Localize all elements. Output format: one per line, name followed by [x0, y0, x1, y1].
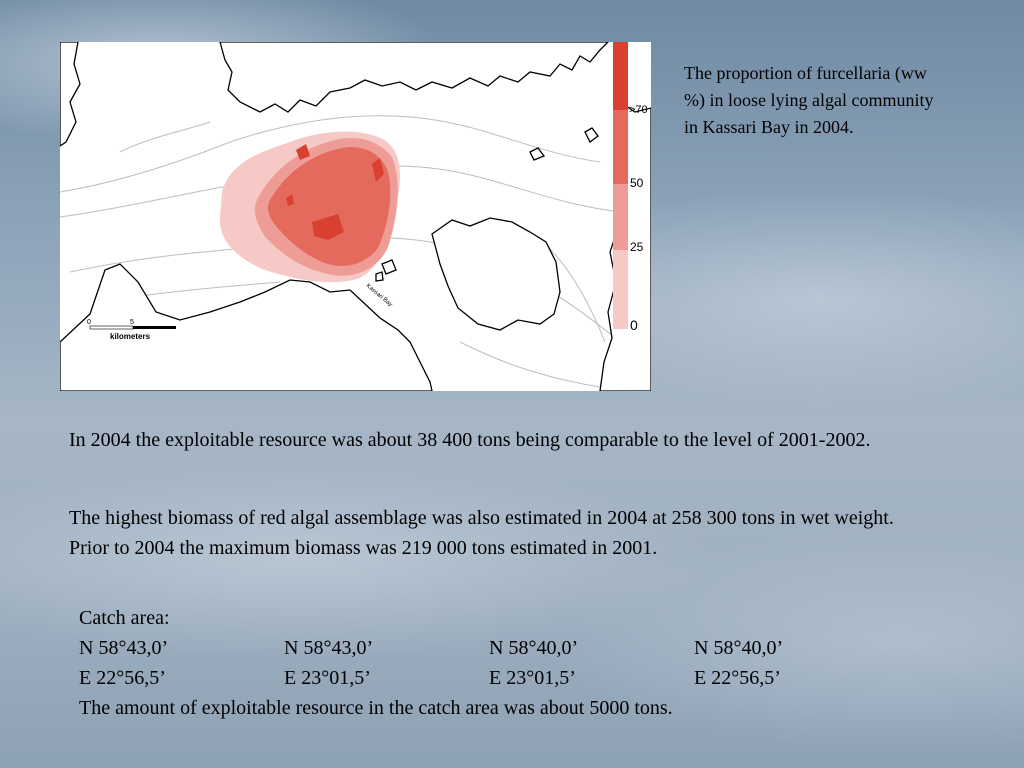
legend-label-0: 0	[630, 317, 638, 333]
legend-label-25: 25	[630, 240, 644, 254]
kassari-bay-map	[60, 42, 651, 391]
paragraph-biomass: The highest biomass of red algal assemblage was also estimated in 2004 at 258 300 tons in wet weight. Prior to 2004 the maximum biomass was 219 000 tons estimated in 2001.	[69, 507, 894, 559]
lat-4: N 58°40,0’	[694, 637, 784, 659]
scale-unit: kilometers	[110, 332, 151, 341]
longitude-row	[79, 663, 979, 693]
latitude-row	[79, 633, 979, 663]
lon-3: E 23°01,5’	[489, 667, 576, 689]
lon-4: E 22°56,5’	[694, 667, 781, 689]
lon-1: E 22°56,5’	[79, 667, 166, 689]
catch-area-summary: The amount of exploitable resource in the catch area was about 5000 tons.	[79, 697, 673, 719]
paragraph-resource: In 2004 the exploitable resource was about 38 400 tons being comparable to the level of 2001-2002.	[69, 429, 871, 451]
catch-area-title: Catch area:	[79, 607, 170, 629]
legend-label-50: 50	[630, 176, 644, 190]
lat-3: N 58°40,0’	[489, 637, 579, 659]
place-label: Kassari Bay	[364, 282, 394, 309]
legend-label-70: >70	[629, 104, 648, 116]
furcellaria-zones	[220, 132, 400, 283]
lat-1: N 58°43,0’	[79, 637, 169, 659]
lat-2: N 58°43,0’	[284, 637, 374, 659]
map-caption: The proportion of furcellaria (ww %) in loose lying algal community in Kassari Bay in 2004.	[684, 63, 934, 137]
lon-2: E 23°01,5’	[284, 667, 371, 689]
map-figure	[60, 42, 651, 391]
scale-tick-0: 0	[87, 319, 91, 326]
scale-tick-5: 5	[130, 319, 134, 326]
catch-area	[79, 603, 979, 723]
